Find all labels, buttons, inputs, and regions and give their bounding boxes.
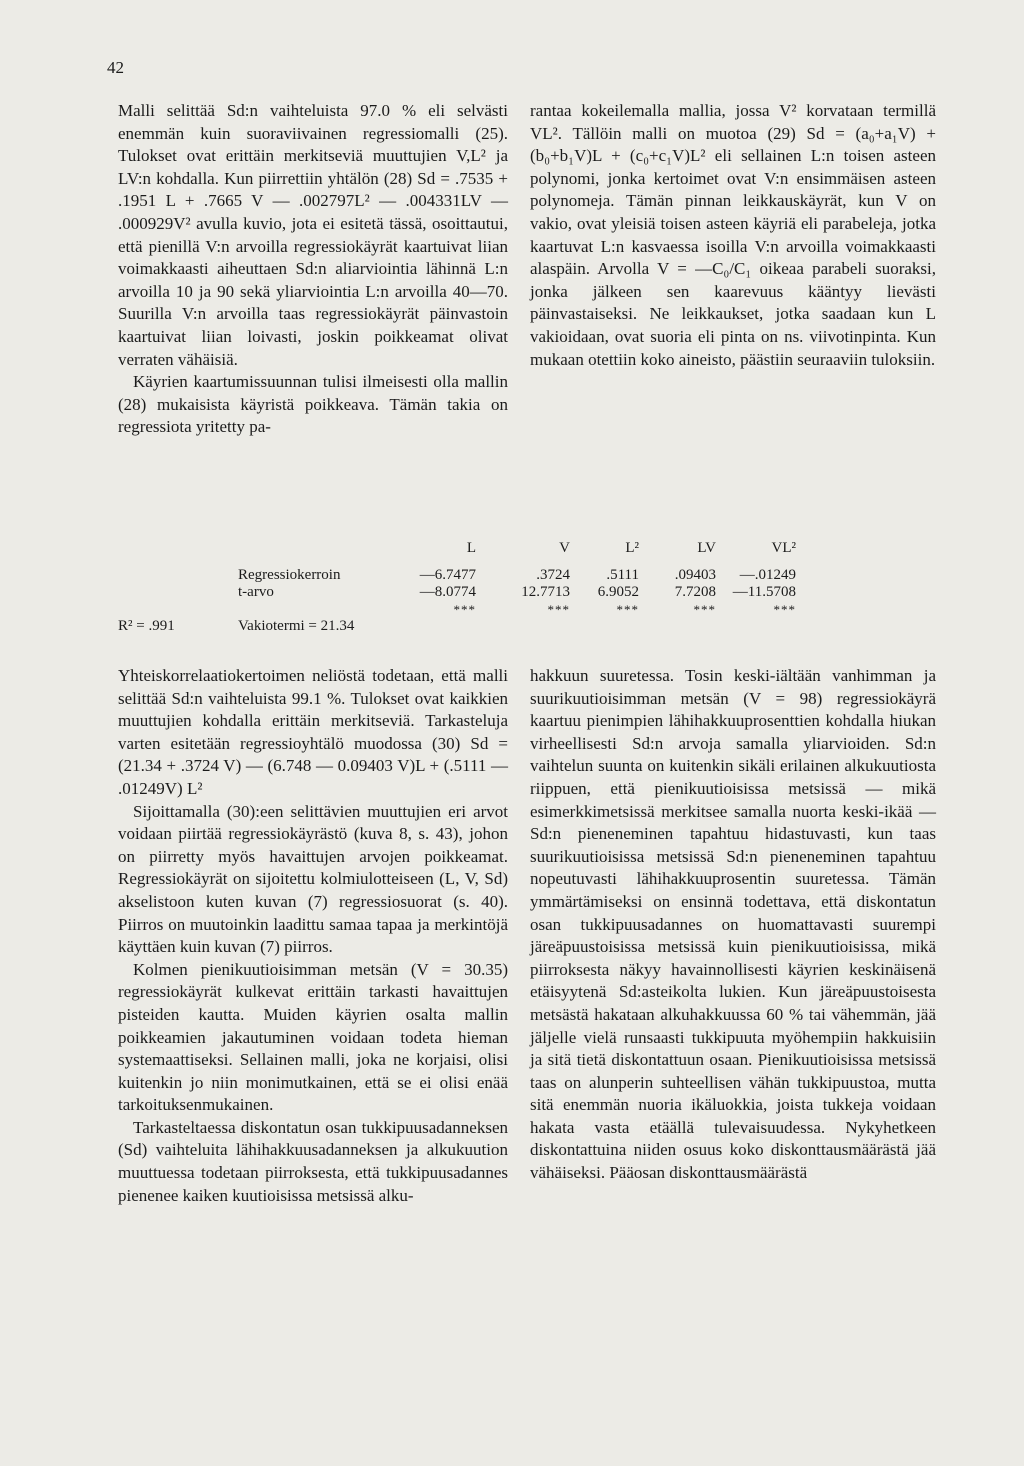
- header-L: L: [466, 540, 476, 556]
- right-column-top: [530, 100, 936, 371]
- table-cell: .09403: [674, 567, 716, 583]
- table-cell: —8.0774: [419, 584, 476, 600]
- significance-mark: ***: [453, 602, 476, 617]
- table-cell: .3724: [536, 567, 570, 583]
- paragraph: Kolmen pienikuutioisimman metsän (V = 30.35) regressiokäyrät kulkevat erittäin tarkasti havaittujen pisteiden kautta. Muiden käyrien osalta mallin poikkeamien jakautuminen voidaan todeta hieman systemaattiseksi. Sellainen malli, joka ne korjaisi, olisi kuitenkin jo niin monimutkainen, että se ei olisi enää tarkoituksenmukainen.: [118, 959, 508, 1115]
- paragraph: Malli selittää Sd:n vaihteluista 97.0 % eli selvästi enemmän kuin suoraviivainen regressiomalli (25). Tulokset ovat erittäin merkitseviä muuttujien V,L² ja LV:n kohdalla. Kun piirrettiin yhtälön (28) Sd = .7535 + .1951 L + .7665 V — .002797L² — .004331LV — .000929V² avulla kuvio, jota ei esitetä tässä, osoittautui, että pienillä V:n arvoilla regressiokäyrät kaartuivat liian voimakkaasti aiheuttaen Sd:n aliarviointia lähinnä L:n arvoilla 10 ja 90 sekä yliarviointia L:n arvoilla 40—70. Suurilla V:n arvoilla taas regressiokäyrät päinvastoin kaartuivat liian loivasti, joskin poikkeamat olivat verraten vähäisiä.: [118, 101, 508, 369]
- paragraph: hakkuun suuretessa. Tosin keski-iältään vanhimman ja suurikuutioisimman metsän (V = 98) regressiokäyrä kaartuu pienimpien lähihakkuuprosenttien kohdalla hiukan virheellisesti Sd:n arvoja samalla yliarvioiden. Sd:n vaihtelun suunta on kuitenkin sikäli erilainen alkukuutiosta riippuen, että pienikuutioisissa metsissä — mikä esimerkkimetsissä merkitsee samalla nuorta keski-ikää — Sd:n pieneneminen tapahtuu hidastuvasti, kun taas suurikuutioisissa metsissä Sd:n pieneneminen tapahtuu nopeutuvasti lähihakkuuprosentin suuretessa. Tämän ymmärtämiseksi on ensinnä todettava, että diskontatun osan tukkipuusadannes on huomattavasti suurempi järeäpuustoisissa metsissä kuin pienikuutioisissa, mikä piirroksesta näkyy havainnollisesti käyrien keskinäisenä etäisyytenä Sd:asteikolta lukien. Kun järeäpuustoisesta metsästä hakataan alkuhakkuussa 60 % tai vähemmän, jää jäljelle vielä runsaasti tukkipuuta myöhempiin hakkuisiin ja sitä tietä diskontattuun osaan. Pienikuutioisissa metsissä taas on alunperin suhteellisen vähän tukkipuustoa, mutta sitä enemmän nuoria ikäluokkia, joista tukkeja voidaan hakata vasta etäällä tulevaisuudessa. Nykyhetkeen diskontattuina niiden osuus koko diskonttausmäärästä jää vähäiseksi. Pääosan diskonttausmäärästä: [530, 666, 936, 1183]
- page-number: 42: [107, 58, 124, 77]
- table-cell: —11.5708: [732, 584, 796, 600]
- header-VL2: VL²: [771, 540, 796, 556]
- right-column-bottom: [530, 665, 936, 1185]
- table-cell: —.01249: [739, 567, 796, 583]
- row-label-t-value: t-arvo: [238, 584, 274, 600]
- header-LV: LV: [697, 540, 716, 556]
- table-cell: —6.7477: [419, 567, 476, 583]
- paragraph: Käyrien kaartumissuunnan tulisi ilmeisesti olla mallin (28) mukaisista käyristä poikkeava. Tämän takia on regressiota yritetty pa-: [118, 372, 508, 437]
- row-label-coefficient: Regressiokerroin: [238, 567, 341, 583]
- significance-mark: ***: [547, 602, 570, 617]
- table-cell: 12.7713: [521, 584, 570, 600]
- significance-mark: ***: [693, 602, 716, 617]
- paragraph: Yhteiskorrelaatiokertoimen neliöstä todetaan, että malli selittää Sd:n vaihteluista 99.1 %. Tulokset ovat kaikkien muuttujien kohdalla erittäin merkitseviä. Tarkasteluja varten esitetään regressioyhtälö muodossa (30) Sd = (21.34 + .3724 V) — (6.748 — 0.09403 V)L + (.5111 — .01249V) L²: [118, 666, 508, 798]
- paragraph: Tarkasteltaessa diskontatun osan tukkipuusadanneksen (Sd) vaihteluita lähihakkuusadanneksen ja alkukuution muuttuessa todetaan piirroksesta, että tukkipuusadannes pienenee kaiken kuutioisissa metsissä alku-: [118, 1117, 508, 1205]
- significance-mark: ***: [773, 602, 796, 617]
- left-column-bottom: [118, 665, 508, 1207]
- left-column-top: [118, 100, 508, 439]
- constant-term: Vakiotermi = 21.34: [238, 618, 355, 634]
- paragraph: rantaa kokeilemalla mallia, jossa V² korvataan termillä VL². Tällöin malli on muotoa (29) Sd = (a₀+a₁V) + (b₀+b₁V)L + (c₀+c₁V)L² eli sellainen L:n toisen asteen polynomi, jonka kertoimet ovat V:n ensimmäisen asteen polynomeja. Tämän pinnan leikkauskäyrät, kun V on vakio, ovat yleisiä toisen asteen käyriä eli parabeleja, jotka kaartuvat L:n kasvaessa isoilla V:n arvoilla voimakkaasti alaspäin. Arvolla V = —C₀/C₁ oikeaa parabeli suoraksi, jonka jälkeen sen kaarevuus kääntyy lievästi päinvastaiseksi. Ne leikkaukset, jotka saadaan kun L vakioidaan, ovat suoria eli pinta on ns. viivotinpinta. Kun mukaan otettiin koko aineisto, päästiin seuraaviin tuloksiin.: [530, 101, 936, 369]
- significance-mark: ***: [616, 602, 639, 617]
- paragraph: Sijoittamalla (30):een selittävien muuttujien eri arvot voidaan piirtää regressiokäyrästö (kuva 8, s. 43), johon on piirretty myös havaittujen arvojen poikkeamat. Regressiokäyrät on sijoitettu kolmiulotteiseen (L, V, Sd) akselistoon kuten kuvan (7) regressiosuorat (s. 40). Piirros on muutoinkin laadittu samaa tapaa ja merkintöjä käyttäen kuin kuvan (7) piirros.: [118, 801, 508, 957]
- table-cell: .5111: [606, 567, 639, 583]
- table-cell: 7.7208: [674, 584, 716, 600]
- header-V: V: [559, 540, 570, 556]
- table-cell: 6.9052: [597, 584, 639, 600]
- r-squared: R² = .991: [118, 618, 175, 634]
- regression-results-table: [118, 540, 948, 640]
- header-L2: L²: [625, 540, 639, 556]
